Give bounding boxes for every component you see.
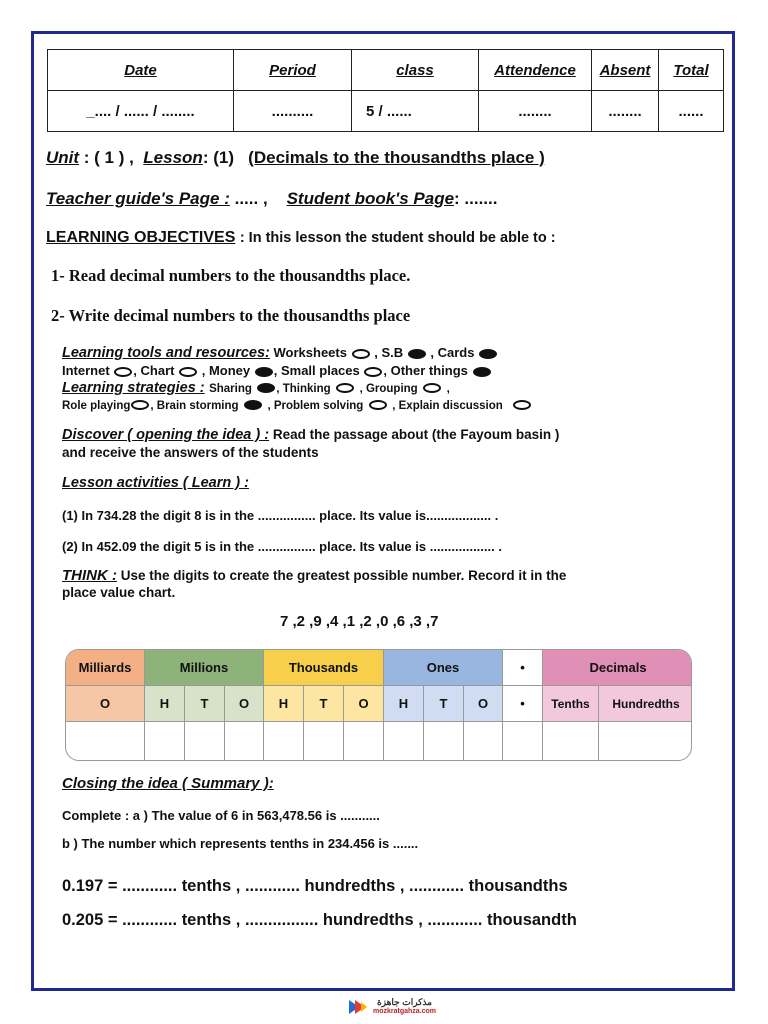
group-thousands: Thousands <box>264 650 384 686</box>
strategy-thinking: , Thinking <box>276 383 331 395</box>
internet-empty-circle-icon <box>114 367 132 377</box>
strategy-brain-storming: , Brain storming <box>150 400 239 412</box>
column-h-thousands: H <box>264 686 304 722</box>
explain-empty-circle-icon <box>513 400 531 410</box>
objectives-heading <box>46 229 556 247</box>
logo-url[interactable]: mozkratgahza.com <box>373 1008 437 1015</box>
teacher-guide-label: Teacher guide's Page : <box>46 189 230 208</box>
activity-q1: (1) In 734.28 the digit 8 is in the ................ place. Its value is.................. . <box>62 508 499 523</box>
strategy-problem-solving: , Problem solving <box>267 400 364 412</box>
page-frame <box>31 31 735 991</box>
header-date: Date <box>48 50 234 91</box>
thinking-empty-circle-icon <box>336 383 354 393</box>
lesson-title: (Decimals to the thousandths place ) <box>248 148 545 167</box>
objectives-intro: : In this lesson the student should be able to : <box>239 230 556 246</box>
answer-cell[interactable] <box>384 722 424 761</box>
value-date: _.... / ...... / ........ <box>48 91 234 132</box>
discover-text-1: Read the passage about (the Fayoum basin ) <box>272 427 560 442</box>
attendance-table <box>47 49 724 132</box>
tool-small-places: , Small places <box>273 363 360 378</box>
objective-1: 1- Read decimal numbers to the thousandths place. <box>51 266 411 285</box>
value-absent: ........ <box>592 91 659 132</box>
header-period: Period <box>234 50 352 91</box>
tools-label: Learning tools and resources: <box>62 345 270 361</box>
discover-label: Discover ( opening the idea ) : <box>62 427 270 443</box>
table-value-row <box>48 91 724 132</box>
exercise-line-2: 0.205 = ............ tenths , ................ hundredths , ............ thousandth <box>62 911 577 929</box>
role-playing-empty-circle-icon <box>131 400 149 410</box>
logo-text <box>373 998 436 1016</box>
footer-logo <box>347 996 436 1018</box>
header-total: Total <box>659 50 724 91</box>
worksheets-empty-circle-icon <box>352 349 370 359</box>
column-o-milliards: O <box>66 686 145 722</box>
group-millions: Millions <box>145 650 264 686</box>
answer-cell[interactable] <box>464 722 503 761</box>
tool-sb: , S.B <box>374 345 404 360</box>
value-total: ...... <box>659 91 724 132</box>
sharing-filled-circle-icon <box>257 383 275 393</box>
value-period: .......... <box>234 91 352 132</box>
column-tenths: Tenths <box>543 686 599 722</box>
think-text-1: Use the digits to create the greatest possible number. Record it in the <box>120 568 567 583</box>
strategy-explain: , Explain discussion <box>392 400 503 412</box>
answer-cell[interactable] <box>543 722 599 761</box>
guide-line <box>46 189 497 209</box>
tool-other-things: , Other things <box>383 363 468 378</box>
think-text-2: place value chart. <box>62 585 176 600</box>
answer-cell[interactable] <box>185 722 225 761</box>
tool-worksheets: Worksheets <box>273 345 347 360</box>
strategy-sharing: Sharing <box>209 383 252 395</box>
tool-money: , Money <box>201 363 251 378</box>
unit-label: Unit <box>46 148 80 167</box>
closing-label: Closing the idea ( Summary ): <box>62 775 274 792</box>
answer-cell[interactable] <box>304 722 344 761</box>
group-decimals: Decimals <box>543 650 692 686</box>
activity-q2: (2) In 452.09 the digit 5 is in the ................ place. Its value is .................. . <box>62 539 502 554</box>
strategies-block <box>62 380 532 414</box>
group-decimal-point: • <box>503 650 543 686</box>
answer-cell[interactable] <box>225 722 264 761</box>
discover-text-2: and receive the answers of the students <box>62 445 319 460</box>
sb-filled-circle-icon <box>408 349 426 359</box>
column-h-millions: H <box>145 686 185 722</box>
tools-block <box>62 344 498 379</box>
brain-storming-filled-circle-icon <box>244 400 262 410</box>
column-t-ones: T <box>424 686 464 722</box>
strategy-role-playing: Role playing <box>62 400 131 412</box>
grouping-empty-circle-icon <box>423 383 441 393</box>
column-h-ones: H <box>384 686 424 722</box>
answer-cell[interactable] <box>66 722 145 761</box>
unit-value: : ( 1 ) , <box>83 148 134 167</box>
header-class: class <box>352 50 479 91</box>
tool-chart: , Chart <box>133 363 175 378</box>
exercise-line-1: 0.197 = ............ tenths , ............ hundredths , ............ thousandths <box>62 877 568 895</box>
tool-internet: Internet <box>62 363 110 378</box>
strategy-trail: , <box>446 383 450 395</box>
strategies-label: Learning strategies : <box>62 380 205 396</box>
answer-cell[interactable] <box>264 722 304 761</box>
closing-a: Complete : a ) The value of 6 in 563,478.56 is ........... <box>62 808 380 823</box>
column-t-thousands: T <box>304 686 344 722</box>
objectives-label: LEARNING OBJECTIVES <box>46 229 236 246</box>
cards-filled-circle-icon <box>479 349 497 359</box>
answer-cell[interactable] <box>145 722 185 761</box>
column-hundredths: Hundredths <box>599 686 692 722</box>
column-o-thousands: O <box>344 686 384 722</box>
answer-cell[interactable] <box>424 722 464 761</box>
column-o-millions: O <box>225 686 264 722</box>
column-t-millions: T <box>185 686 225 722</box>
lesson-label: Lesson <box>143 148 203 167</box>
tool-cards: , Cards <box>430 345 475 360</box>
place-value-chart <box>65 649 692 761</box>
think-block <box>62 567 566 601</box>
group-ones: Ones <box>384 650 503 686</box>
other-things-filled-circle-icon <box>473 367 491 377</box>
chart-empty-circle-icon <box>179 367 197 377</box>
table-header-row <box>48 50 724 91</box>
column-decimal-point: • <box>503 686 543 722</box>
group-milliards: Milliards <box>66 650 145 686</box>
problem-solving-empty-circle-icon <box>369 400 387 410</box>
lesson-value: : (1) <box>202 148 234 167</box>
closing-b: b ) The number which represents tenths in 234.456 is ....... <box>62 836 419 851</box>
logo-icon <box>347 996 369 1018</box>
column-o-ones: O <box>464 686 503 722</box>
discover-block <box>62 426 559 461</box>
activities-label: Lesson activities ( Learn ) : <box>62 475 249 491</box>
value-attendence: ........ <box>479 91 592 132</box>
small-places-empty-circle-icon <box>364 367 382 377</box>
teacher-guide-value: ..... , <box>234 189 268 208</box>
student-book-value: : ....... <box>454 189 498 208</box>
unit-lesson-line <box>46 148 545 168</box>
student-book-label: Student book's Page <box>286 189 455 208</box>
header-attendence: Attendence <box>479 50 592 91</box>
think-digits: 7 ,2 ,9 ,4 ,1 ,2 ,0 ,6 ,3 ,7 <box>280 613 439 630</box>
logo-arabic: مذكرات جاهزة <box>377 997 433 1007</box>
header-absent: Absent <box>592 50 659 91</box>
objective-2: 2- Write decimal numbers to the thousandths place <box>51 306 411 325</box>
strategy-grouping: , Grouping <box>359 383 418 395</box>
think-label: THINK : <box>62 567 117 584</box>
answer-cell[interactable] <box>503 722 543 761</box>
value-class: 5 / ...... <box>352 91 479 132</box>
answer-cell[interactable] <box>344 722 384 761</box>
money-filled-circle-icon <box>255 367 273 377</box>
answer-cell[interactable] <box>599 722 692 761</box>
